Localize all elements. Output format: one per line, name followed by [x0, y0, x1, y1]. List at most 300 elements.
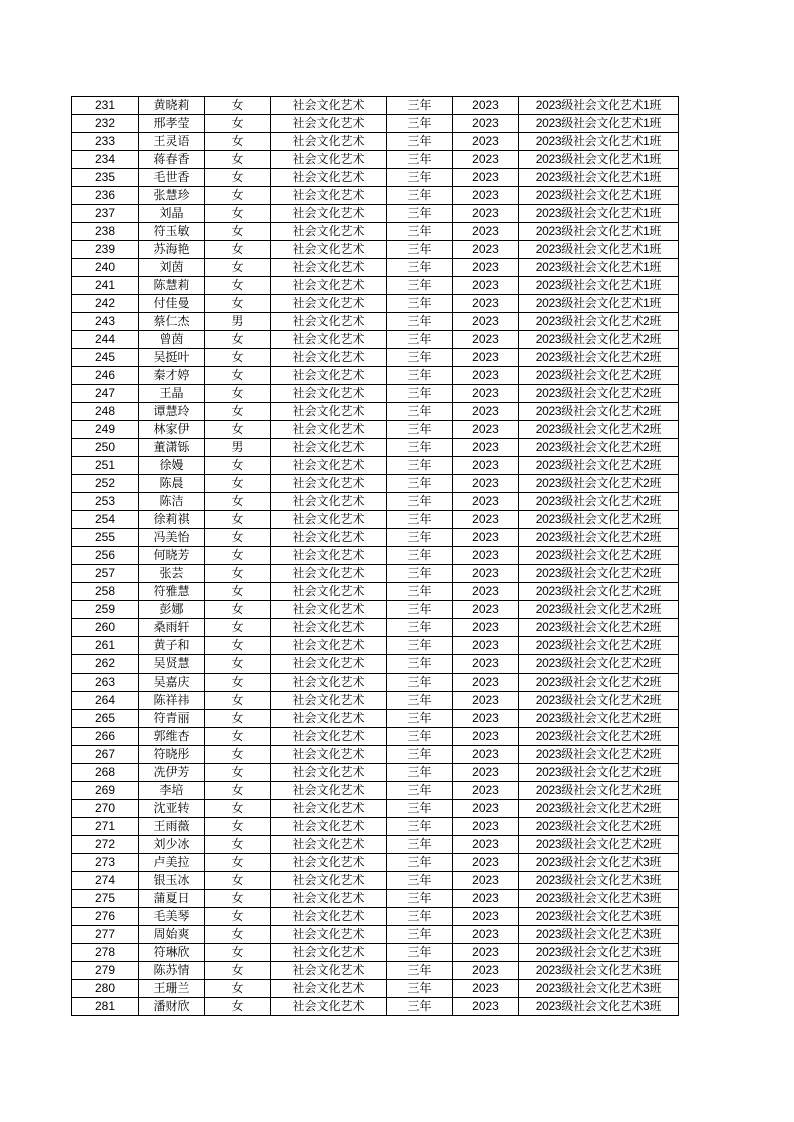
gender-cell: 女: [205, 781, 271, 799]
major-cell: 社会文化艺术: [271, 565, 387, 583]
major-cell: 社会文化艺术: [271, 151, 387, 169]
class-name-cell: 2023级社会文化艺术3班: [519, 943, 679, 961]
student-name-cell: 曾茵: [139, 331, 205, 349]
duration-cell: 三年: [387, 277, 453, 295]
major-cell: 社会文化艺术: [271, 475, 387, 493]
table-row: [72, 565, 679, 583]
student-name-cell: 刘少冰: [139, 835, 205, 853]
table-row: [72, 889, 679, 907]
class-name-cell: 2023级社会文化艺术3班: [519, 997, 679, 1015]
gender-cell: 女: [205, 835, 271, 853]
gender-cell: 女: [205, 331, 271, 349]
row-number-cell: 261: [72, 637, 139, 655]
duration-cell: 三年: [387, 439, 453, 457]
student-name-cell: 周始爽: [139, 925, 205, 943]
duration-cell: 三年: [387, 619, 453, 637]
table-row: [72, 943, 679, 961]
enrollment-year-cell: 2023: [453, 241, 519, 259]
major-cell: 社会文化艺术: [271, 997, 387, 1015]
student-name-cell: 王珊兰: [139, 979, 205, 997]
class-name-cell: 2023级社会文化艺术1班: [519, 277, 679, 295]
student-name-cell: 李培: [139, 781, 205, 799]
duration-cell: 三年: [387, 583, 453, 601]
duration-cell: 三年: [387, 403, 453, 421]
duration-cell: 三年: [387, 97, 453, 115]
major-cell: 社会文化艺术: [271, 655, 387, 673]
enrollment-year-cell: 2023: [453, 385, 519, 403]
student-name-cell: 陈晨: [139, 475, 205, 493]
table-row: [72, 871, 679, 889]
enrollment-year-cell: 2023: [453, 943, 519, 961]
table-row: [72, 169, 679, 187]
major-cell: 社会文化艺术: [271, 691, 387, 709]
enrollment-year-cell: 2023: [453, 403, 519, 421]
gender-cell: 女: [205, 187, 271, 205]
duration-cell: 三年: [387, 763, 453, 781]
major-cell: 社会文化艺术: [271, 709, 387, 727]
gender-cell: 女: [205, 151, 271, 169]
gender-cell: 女: [205, 457, 271, 475]
enrollment-year-cell: 2023: [453, 547, 519, 565]
row-number-cell: 274: [72, 871, 139, 889]
row-number-cell: 232: [72, 115, 139, 133]
enrollment-year-cell: 2023: [453, 565, 519, 583]
class-name-cell: 2023级社会文化艺术2班: [519, 565, 679, 583]
row-number-cell: 246: [72, 367, 139, 385]
row-number-cell: 240: [72, 259, 139, 277]
table-row: [72, 619, 679, 637]
row-number-cell: 247: [72, 385, 139, 403]
class-name-cell: 2023级社会文化艺术2班: [519, 835, 679, 853]
class-name-cell: 2023级社会文化艺术3班: [519, 889, 679, 907]
duration-cell: 三年: [387, 493, 453, 511]
major-cell: 社会文化艺术: [271, 277, 387, 295]
major-cell: 社会文化艺术: [271, 853, 387, 871]
student-name-cell: 谭慧玲: [139, 403, 205, 421]
enrollment-year-cell: 2023: [453, 115, 519, 133]
gender-cell: 女: [205, 691, 271, 709]
major-cell: 社会文化艺术: [271, 529, 387, 547]
class-name-cell: 2023级社会文化艺术2班: [519, 673, 679, 691]
enrollment-year-cell: 2023: [453, 295, 519, 313]
gender-cell: 女: [205, 871, 271, 889]
student-name-cell: 陈祥祎: [139, 691, 205, 709]
table-row: [72, 133, 679, 151]
row-number-cell: 257: [72, 565, 139, 583]
table-row: [72, 835, 679, 853]
major-cell: 社会文化艺术: [271, 907, 387, 925]
table-row: [72, 907, 679, 925]
row-number-cell: 279: [72, 961, 139, 979]
major-cell: 社会文化艺术: [271, 259, 387, 277]
gender-cell: 女: [205, 925, 271, 943]
row-number-cell: 264: [72, 691, 139, 709]
student-name-cell: 蒲夏日: [139, 889, 205, 907]
class-name-cell: 2023级社会文化艺术2班: [519, 709, 679, 727]
gender-cell: 女: [205, 745, 271, 763]
table-row: [72, 709, 679, 727]
student-name-cell: 潘财欣: [139, 997, 205, 1015]
duration-cell: 三年: [387, 709, 453, 727]
roster-body: [72, 97, 679, 1016]
major-cell: 社会文化艺术: [271, 637, 387, 655]
row-number-cell: 231: [72, 97, 139, 115]
enrollment-year-cell: 2023: [453, 475, 519, 493]
class-name-cell: 2023级社会文化艺术2班: [519, 655, 679, 673]
student-name-cell: 王雨薇: [139, 817, 205, 835]
duration-cell: 三年: [387, 115, 453, 133]
duration-cell: 三年: [387, 835, 453, 853]
enrollment-year-cell: 2023: [453, 187, 519, 205]
class-name-cell: 2023级社会文化艺术2班: [519, 583, 679, 601]
duration-cell: 三年: [387, 727, 453, 745]
class-name-cell: 2023级社会文化艺术2班: [519, 367, 679, 385]
gender-cell: 男: [205, 439, 271, 457]
duration-cell: 三年: [387, 313, 453, 331]
gender-cell: 女: [205, 907, 271, 925]
major-cell: 社会文化艺术: [271, 835, 387, 853]
class-name-cell: 2023级社会文化艺术2班: [519, 493, 679, 511]
duration-cell: 三年: [387, 907, 453, 925]
row-number-cell: 238: [72, 223, 139, 241]
row-number-cell: 255: [72, 529, 139, 547]
enrollment-year-cell: 2023: [453, 439, 519, 457]
class-name-cell: 2023级社会文化艺术3班: [519, 907, 679, 925]
student-name-cell: 刘晶: [139, 205, 205, 223]
gender-cell: 女: [205, 205, 271, 223]
row-number-cell: 272: [72, 835, 139, 853]
class-name-cell: 2023级社会文化艺术2班: [519, 745, 679, 763]
gender-cell: 女: [205, 655, 271, 673]
table-row: [72, 349, 679, 367]
major-cell: 社会文化艺术: [271, 331, 387, 349]
student-name-cell: 冯美怡: [139, 529, 205, 547]
row-number-cell: 244: [72, 331, 139, 349]
class-name-cell: 2023级社会文化艺术2班: [519, 601, 679, 619]
table-row: [72, 493, 679, 511]
enrollment-year-cell: 2023: [453, 637, 519, 655]
student-roster-table: [71, 96, 679, 1016]
enrollment-year-cell: 2023: [453, 133, 519, 151]
duration-cell: 三年: [387, 853, 453, 871]
duration-cell: 三年: [387, 349, 453, 367]
student-name-cell: 蔡仁杰: [139, 313, 205, 331]
student-name-cell: 卢美拉: [139, 853, 205, 871]
row-number-cell: 252: [72, 475, 139, 493]
student-name-cell: 张芸: [139, 565, 205, 583]
class-name-cell: 2023级社会文化艺术2班: [519, 529, 679, 547]
table-row: [72, 295, 679, 313]
row-number-cell: 265: [72, 709, 139, 727]
enrollment-year-cell: 2023: [453, 907, 519, 925]
enrollment-year-cell: 2023: [453, 763, 519, 781]
major-cell: 社会文化艺术: [271, 97, 387, 115]
duration-cell: 三年: [387, 889, 453, 907]
major-cell: 社会文化艺术: [271, 313, 387, 331]
duration-cell: 三年: [387, 151, 453, 169]
gender-cell: 女: [205, 511, 271, 529]
class-name-cell: 2023级社会文化艺术2班: [519, 619, 679, 637]
duration-cell: 三年: [387, 457, 453, 475]
row-number-cell: 239: [72, 241, 139, 259]
table-row: [72, 385, 679, 403]
duration-cell: 三年: [387, 385, 453, 403]
table-row: [72, 601, 679, 619]
table-row: [72, 691, 679, 709]
enrollment-year-cell: 2023: [453, 457, 519, 475]
major-cell: 社会文化艺术: [271, 169, 387, 187]
class-name-cell: 2023级社会文化艺术1班: [519, 205, 679, 223]
enrollment-year-cell: 2023: [453, 529, 519, 547]
enrollment-year-cell: 2023: [453, 925, 519, 943]
table-row: [72, 205, 679, 223]
gender-cell: 女: [205, 115, 271, 133]
gender-cell: 女: [205, 529, 271, 547]
table-row: [72, 97, 679, 115]
student-name-cell: 桑雨轩: [139, 619, 205, 637]
row-number-cell: 276: [72, 907, 139, 925]
duration-cell: 三年: [387, 331, 453, 349]
duration-cell: 三年: [387, 547, 453, 565]
major-cell: 社会文化艺术: [271, 979, 387, 997]
row-number-cell: 269: [72, 781, 139, 799]
row-number-cell: 263: [72, 673, 139, 691]
row-number-cell: 262: [72, 655, 139, 673]
major-cell: 社会文化艺术: [271, 385, 387, 403]
table-row: [72, 979, 679, 997]
major-cell: 社会文化艺术: [271, 241, 387, 259]
enrollment-year-cell: 2023: [453, 961, 519, 979]
gender-cell: 女: [205, 727, 271, 745]
student-name-cell: 徐莉祺: [139, 511, 205, 529]
row-number-cell: 270: [72, 799, 139, 817]
gender-cell: 女: [205, 259, 271, 277]
row-number-cell: 253: [72, 493, 139, 511]
major-cell: 社会文化艺术: [271, 889, 387, 907]
duration-cell: 三年: [387, 133, 453, 151]
major-cell: 社会文化艺术: [271, 133, 387, 151]
gender-cell: 女: [205, 601, 271, 619]
class-name-cell: 2023级社会文化艺术2班: [519, 781, 679, 799]
duration-cell: 三年: [387, 745, 453, 763]
row-number-cell: 267: [72, 745, 139, 763]
major-cell: 社会文化艺术: [271, 223, 387, 241]
student-name-cell: 彭娜: [139, 601, 205, 619]
gender-cell: 女: [205, 619, 271, 637]
major-cell: 社会文化艺术: [271, 745, 387, 763]
student-name-cell: 陈洁: [139, 493, 205, 511]
student-name-cell: 吴贤慧: [139, 655, 205, 673]
gender-cell: 女: [205, 241, 271, 259]
enrollment-year-cell: 2023: [453, 853, 519, 871]
major-cell: 社会文化艺术: [271, 205, 387, 223]
enrollment-year-cell: 2023: [453, 817, 519, 835]
student-name-cell: 吴挺叶: [139, 349, 205, 367]
gender-cell: 女: [205, 961, 271, 979]
table-row: [72, 151, 679, 169]
class-name-cell: 2023级社会文化艺术3班: [519, 961, 679, 979]
duration-cell: 三年: [387, 205, 453, 223]
table-row: [72, 997, 679, 1015]
gender-cell: 女: [205, 223, 271, 241]
row-number-cell: 237: [72, 205, 139, 223]
class-name-cell: 2023级社会文化艺术2班: [519, 511, 679, 529]
table-row: [72, 925, 679, 943]
gender-cell: 女: [205, 493, 271, 511]
major-cell: 社会文化艺术: [271, 187, 387, 205]
enrollment-year-cell: 2023: [453, 313, 519, 331]
gender-cell: 女: [205, 637, 271, 655]
class-name-cell: 2023级社会文化艺术2班: [519, 385, 679, 403]
student-name-cell: 付佳曼: [139, 295, 205, 313]
table-row: [72, 187, 679, 205]
table-row: [72, 781, 679, 799]
table-row: [72, 727, 679, 745]
table-row: [72, 547, 679, 565]
table-row: [72, 367, 679, 385]
class-name-cell: 2023级社会文化艺术1班: [519, 97, 679, 115]
class-name-cell: 2023级社会文化艺术2班: [519, 421, 679, 439]
student-name-cell: 符琳欣: [139, 943, 205, 961]
enrollment-year-cell: 2023: [453, 223, 519, 241]
student-name-cell: 毛美琴: [139, 907, 205, 925]
gender-cell: 女: [205, 385, 271, 403]
class-name-cell: 2023级社会文化艺术2班: [519, 727, 679, 745]
major-cell: 社会文化艺术: [271, 367, 387, 385]
enrollment-year-cell: 2023: [453, 151, 519, 169]
gender-cell: 女: [205, 169, 271, 187]
class-name-cell: 2023级社会文化艺术2班: [519, 331, 679, 349]
gender-cell: 女: [205, 673, 271, 691]
student-name-cell: 符青丽: [139, 709, 205, 727]
row-number-cell: 254: [72, 511, 139, 529]
class-name-cell: 2023级社会文化艺术1班: [519, 133, 679, 151]
class-name-cell: 2023级社会文化艺术2班: [519, 403, 679, 421]
row-number-cell: 242: [72, 295, 139, 313]
student-name-cell: 蒋春香: [139, 151, 205, 169]
major-cell: 社会文化艺术: [271, 673, 387, 691]
gender-cell: 女: [205, 367, 271, 385]
duration-cell: 三年: [387, 655, 453, 673]
duration-cell: 三年: [387, 925, 453, 943]
table-row: [72, 637, 679, 655]
major-cell: 社会文化艺术: [271, 421, 387, 439]
enrollment-year-cell: 2023: [453, 979, 519, 997]
student-name-cell: 苏海艳: [139, 241, 205, 259]
row-number-cell: 259: [72, 601, 139, 619]
row-number-cell: 271: [72, 817, 139, 835]
row-number-cell: 234: [72, 151, 139, 169]
gender-cell: 女: [205, 799, 271, 817]
major-cell: 社会文化艺术: [271, 781, 387, 799]
duration-cell: 三年: [387, 259, 453, 277]
row-number-cell: 280: [72, 979, 139, 997]
enrollment-year-cell: 2023: [453, 619, 519, 637]
enrollment-year-cell: 2023: [453, 889, 519, 907]
row-number-cell: 235: [72, 169, 139, 187]
duration-cell: 三年: [387, 799, 453, 817]
class-name-cell: 2023级社会文化艺术1班: [519, 187, 679, 205]
major-cell: 社会文化艺术: [271, 799, 387, 817]
class-name-cell: 2023级社会文化艺术2班: [519, 637, 679, 655]
enrollment-year-cell: 2023: [453, 727, 519, 745]
student-name-cell: 邢孝莹: [139, 115, 205, 133]
row-number-cell: 248: [72, 403, 139, 421]
class-name-cell: 2023级社会文化艺术3班: [519, 871, 679, 889]
duration-cell: 三年: [387, 997, 453, 1015]
class-name-cell: 2023级社会文化艺术1班: [519, 259, 679, 277]
enrollment-year-cell: 2023: [453, 169, 519, 187]
gender-cell: 女: [205, 943, 271, 961]
major-cell: 社会文化艺术: [271, 583, 387, 601]
duration-cell: 三年: [387, 295, 453, 313]
student-name-cell: 张慧珍: [139, 187, 205, 205]
table-row: [72, 403, 679, 421]
enrollment-year-cell: 2023: [453, 349, 519, 367]
enrollment-year-cell: 2023: [453, 583, 519, 601]
duration-cell: 三年: [387, 169, 453, 187]
major-cell: 社会文化艺术: [271, 943, 387, 961]
enrollment-year-cell: 2023: [453, 673, 519, 691]
enrollment-year-cell: 2023: [453, 511, 519, 529]
row-number-cell: 243: [72, 313, 139, 331]
table-row: [72, 313, 679, 331]
enrollment-year-cell: 2023: [453, 421, 519, 439]
table-row: [72, 475, 679, 493]
duration-cell: 三年: [387, 943, 453, 961]
enrollment-year-cell: 2023: [453, 781, 519, 799]
table-row: [72, 853, 679, 871]
row-number-cell: 278: [72, 943, 139, 961]
student-name-cell: 秦才婷: [139, 367, 205, 385]
major-cell: 社会文化艺术: [271, 727, 387, 745]
major-cell: 社会文化艺术: [271, 295, 387, 313]
enrollment-year-cell: 2023: [453, 655, 519, 673]
student-name-cell: 符雅慧: [139, 583, 205, 601]
row-number-cell: 275: [72, 889, 139, 907]
table-row: [72, 655, 679, 673]
gender-cell: 女: [205, 709, 271, 727]
table-row: [72, 277, 679, 295]
major-cell: 社会文化艺术: [271, 493, 387, 511]
duration-cell: 三年: [387, 601, 453, 619]
row-number-cell: 233: [72, 133, 139, 151]
table-row: [72, 241, 679, 259]
row-number-cell: 266: [72, 727, 139, 745]
major-cell: 社会文化艺术: [271, 547, 387, 565]
student-name-cell: 毛世香: [139, 169, 205, 187]
class-name-cell: 2023级社会文化艺术1班: [519, 295, 679, 313]
row-number-cell: 251: [72, 457, 139, 475]
row-number-cell: 236: [72, 187, 139, 205]
duration-cell: 三年: [387, 961, 453, 979]
class-name-cell: 2023级社会文化艺术2班: [519, 439, 679, 457]
class-name-cell: 2023级社会文化艺术2班: [519, 691, 679, 709]
student-name-cell: 陈慧莉: [139, 277, 205, 295]
table-row: [72, 421, 679, 439]
student-name-cell: 徐嫚: [139, 457, 205, 475]
student-name-cell: 董潇铄: [139, 439, 205, 457]
row-number-cell: 256: [72, 547, 139, 565]
table-row: [72, 583, 679, 601]
major-cell: 社会文化艺术: [271, 403, 387, 421]
major-cell: 社会文化艺术: [271, 817, 387, 835]
student-name-cell: 王晶: [139, 385, 205, 403]
gender-cell: 女: [205, 979, 271, 997]
duration-cell: 三年: [387, 241, 453, 259]
class-name-cell: 2023级社会文化艺术2班: [519, 817, 679, 835]
major-cell: 社会文化艺术: [271, 439, 387, 457]
